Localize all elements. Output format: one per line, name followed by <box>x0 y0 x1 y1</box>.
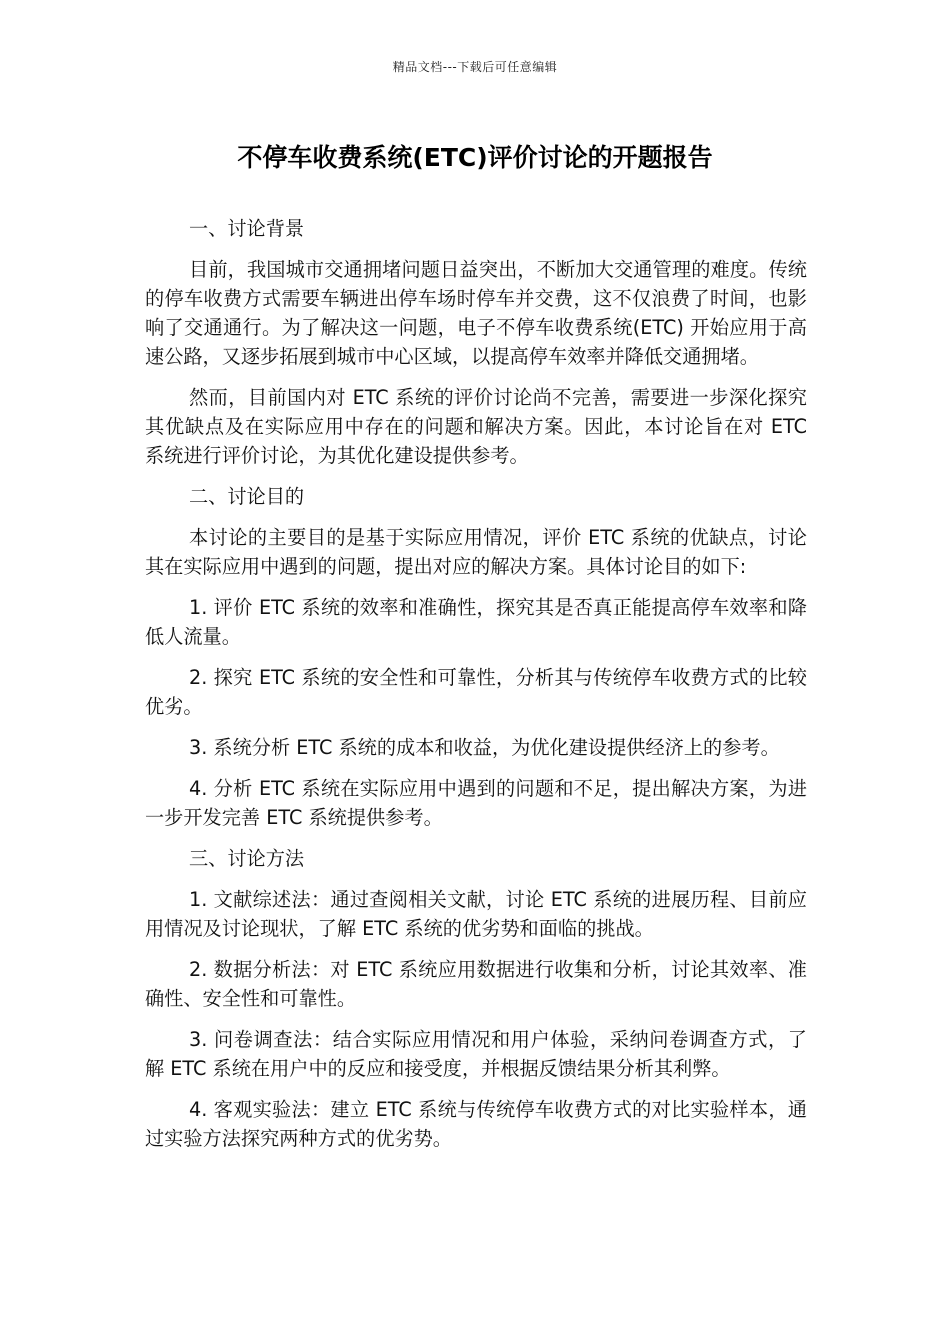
list-item: 3. 问卷调查法：结合实际应用情况和用户体验，采纳问卷调查方式，了解 ETC 系统在用户中的反应和接受度，并根据反馈结果分析其利弊。 <box>145 1028 807 1080</box>
paragraph: 本讨论的主要目的是基于实际应用情况，评价 ETC 系统的优缺点，讨论其在实际应用中遇到的问题，提出对应的解决方案。具体讨论目的如下: <box>145 526 807 578</box>
paragraph: 目前，我国城市交通拥堵问题日益突出，不断加大交通管理的难度。传统的停车收费方式需要车辆进出停车场时停车并交费，这不仅浪费了时间，也影响了交通通行。为了解决这一问题，电子不停车收费系统(ETC) 开始应用于高速公路，又逐步拓展到城市中心区域，以提高停车效率并降低交通拥堵。 <box>145 258 807 368</box>
list-item: 4. 分析 ETC 系统在实际应用中遇到的问题和不足，提出解决方案，为进一步开发完善 ETC 系统提供参考。 <box>145 777 807 829</box>
list-item: 2. 探究 ETC 系统的安全性和可靠性，分析其与传统停车收费方式的比较优劣。 <box>145 666 807 718</box>
list-item: 4. 客观实验法：建立 ETC 系统与传统停车收费方式的对比实验样本，通过实验方法探究两种方式的优劣势。 <box>145 1098 807 1150</box>
header-note: 精品文档---下载后可任意编辑 <box>392 60 558 74</box>
list-item: 1. 评价 ETC 系统的效率和准确性，探究其是否真正能提高停车效率和降低人流量。 <box>145 596 807 648</box>
document-body <box>145 214 807 1165</box>
list-item: 1. 文献综述法：通过查阅相关文献，讨论 ETC 系统的进展历程、目前应用情况及讨论现状，了解 ETC 系统的优劣势和面临的挑战。 <box>145 888 807 940</box>
section-heading-background: 一、讨论背景 <box>189 217 305 240</box>
section-heading-purpose: 二、讨论目的 <box>189 485 305 508</box>
list-item: 2. 数据分析法：对 ETC 系统应用数据进行收集和分析，讨论其效率、准确性、安全性和可靠性。 <box>145 958 807 1010</box>
list-item: 3. 系统分析 ETC 系统的成本和收益，为优化建设提供经济上的参考。 <box>189 736 780 759</box>
document-title: 不停车收费系统(ETC)评价讨论的开题报告 <box>237 143 713 172</box>
paragraph: 然而，目前国内对 ETC 系统的评价讨论尚不完善，需要进一步深化探究其优缺点及在实际应用中存在的问题和解决方案。因此，本讨论旨在对 ETC 系统进行评价讨论，为其优化建设提供参考。 <box>145 386 807 467</box>
section-heading-methods: 三、讨论方法 <box>189 847 305 870</box>
